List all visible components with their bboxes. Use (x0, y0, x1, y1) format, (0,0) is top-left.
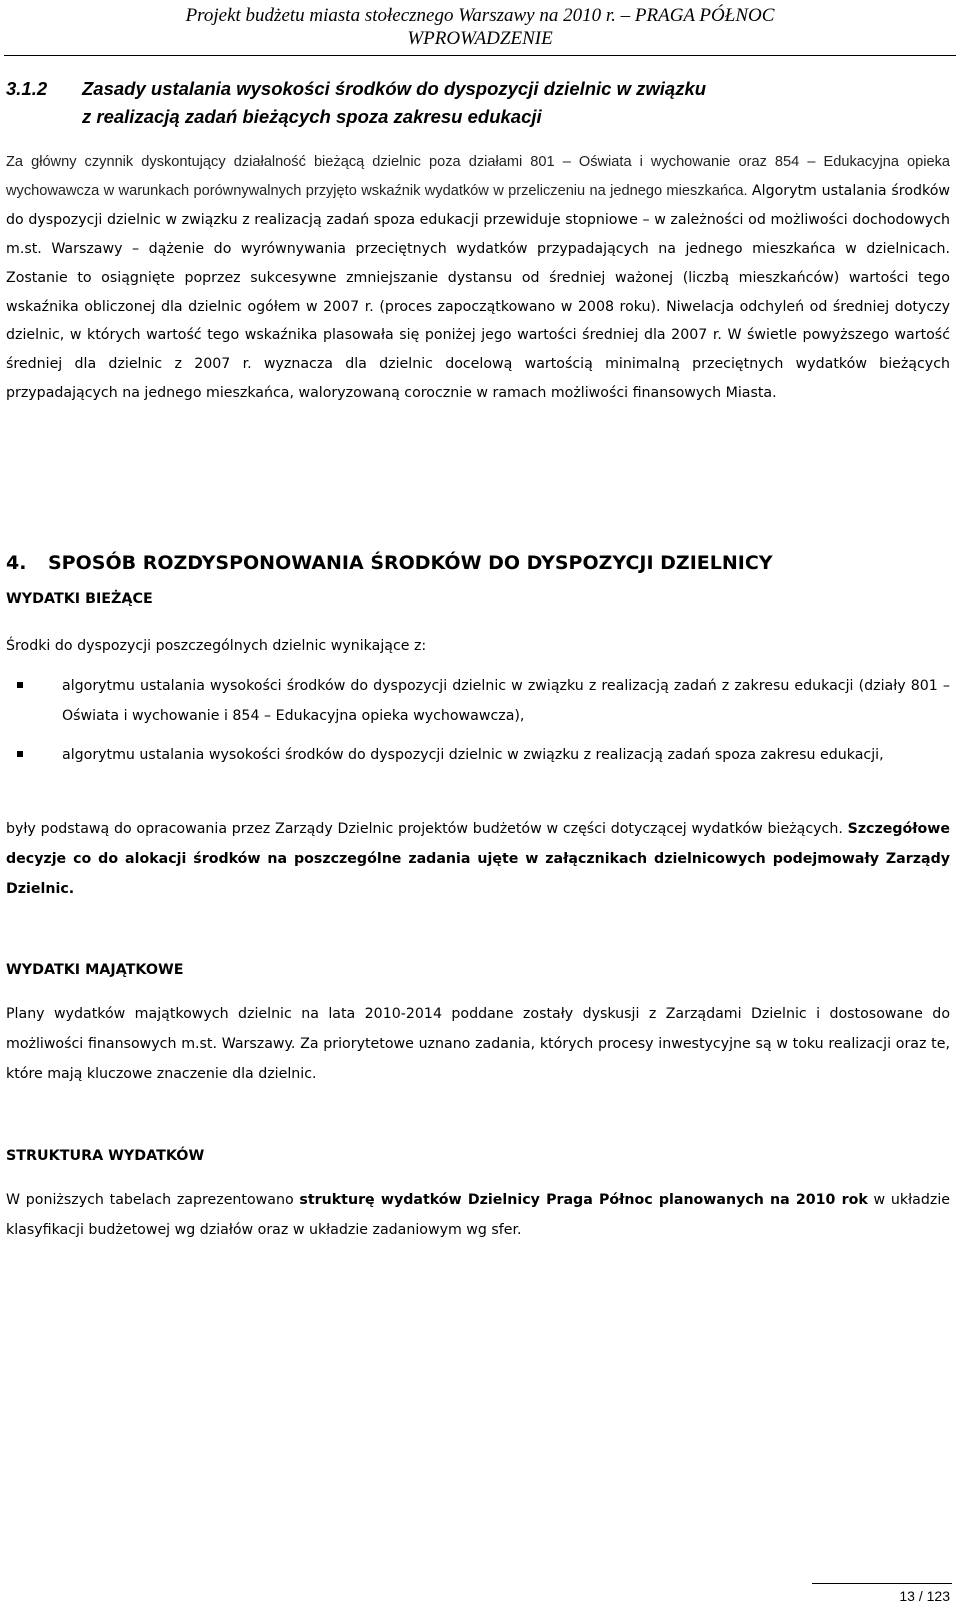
square-bullet-icon (17, 682, 23, 688)
list-item (6, 741, 950, 771)
subheading-wydatki-majatkowe: WYDATKI MAJĄTKOWE (6, 962, 184, 978)
header-divider (4, 55, 956, 56)
footer-divider (812, 1583, 952, 1584)
section-title-line-2: z realizacją zadań bieżących spoza zakresu edukacji (82, 106, 542, 127)
list-item-text: algorytmu ustalania wysokości środków do dyspozycji dzielnic w związku z realizacją zadań z zakresu edukacji (działy 801 – Oświata i wychowanie i 854 – Edukacyjna opieka wychowawcza), (62, 678, 950, 724)
subheading-struktura: STRUKTURA WYDATKÓW (6, 1148, 205, 1164)
chapter-number: 4. (6, 552, 27, 574)
struktura-text-3: w układzie klasyfikacji budżetowej wg działów oraz w układzie zadaniowym wg sfer. (6, 1192, 950, 1238)
paragraph-algorithm: Algorytm ustalania środków do dyspozycji dzielnic w związku z realizacją zadań spoza edukacji przewiduje stopniowe – w zależności od możliwości dochodowych m.st. Warszawy – dążenie do wyrównywania przeciętnych wydatków przypadających na jednego mieszkańca w dzielnicach. Zostanie to osiągnięte poprzez sukcesywne zmniejszanie dystansu od średniej ważonej (liczbą mieszkańców) wartości tego wskaźnika obliczonej dla dzielnic ogółem w 2007 r. (proces zapoczątkowano w 2008 roku). Niwelacja odchyleń od średniej dotyczy dzielnic, w których wartość tego wskaźnika plasowała się poniżej jego wartości średniej dla 2007 r. W świetle powyższego wartość średniej dla dzielnic z 2007 r. wyznacza dla dzielnic docelową wartością minimalną przeciętnych wydatków bieżących przypadających na jednego mieszkańca, waloryzowaną corocznie w ramach możliwości finansowych Miasta. (6, 182, 951, 402)
paragraph-majatkowe: Plany wydatków majątkowych dzielnic na lata 2010-2014 poddane zostały dyskusji z Zarządami Dzielnic i dostosowane do możliwości finansowych m.st. Warszawy. Za priorytetowe uznano zadania, których procesy inwestycyjne są w toku realizacji oraz te, które mają kluczowe znaczenie dla dzielnic. (6, 1006, 950, 1082)
paragraph-struktura (6, 1186, 950, 1246)
section-number: 3.1.2 (6, 78, 48, 99)
chapter-title: SPOSÓB ROZDYSPONOWANIA ŚRODKÓW DO DYSPOZYCJI DZIELNICY (48, 552, 773, 574)
header-line-1: Projekt budżetu miasta stołecznego Warszawy na 2010 r. – PRAGA PÓŁNOC (185, 5, 775, 26)
struktura-bold-text: strukturę wydatków Dzielnicy Praga Północ planowanych na 2010 rok (299, 1192, 868, 1208)
paragraph-outro (6, 815, 950, 904)
list-item (6, 672, 950, 731)
subheading-wydatki-biezace: WYDATKI BIEŻĄCE (6, 591, 153, 607)
outro-text: były podstawą do opracowania przez Zarządy Dzielnic projektów budżetów w części dotyczącej wydatków bieżących. (6, 821, 848, 837)
section-3-1-2-body (6, 148, 950, 408)
list-item-text: algorytmu ustalania wysokości środków do dyspozycji dzielnic w związku z realizacją zadań spoza zakresu edukacji, (62, 747, 884, 763)
header-line-2: WPROWADZENIE (407, 28, 553, 49)
paragraph-intro: Środki do dyspozycji poszczególnych dzielnic wynikające z: (6, 638, 427, 654)
running-header (0, 4, 960, 50)
page-number: 13 / 123 (899, 1588, 950, 1604)
outro-bold-text: Szczegółowe decyzje co do alokacji środków na poszczególne zadania ujęte w załącznikach dzielnicowych podejmowały Zarządy Dzielnic. (6, 821, 950, 897)
section-3-1-2-heading (6, 75, 946, 131)
square-bullet-icon (17, 751, 23, 757)
bullet-list (6, 672, 950, 771)
struktura-text-1: W poniższych tabelach zaprezentowano (6, 1192, 300, 1208)
section-title-line-1: Zasady ustalania wysokości środków do dyspozycji dzielnic w związku (82, 78, 707, 99)
paragraph-arial: Za główny czynnik dyskontujący działalność bieżącą dzielnic poza działami 801 – Oświata i wychowanie oraz 854 – Edukacyjna opieka wychowawcza w warunkach porównywalnych przyjęto wskaźnik wydatków w przeliczeniu na jednego mieszkańca. (6, 154, 950, 199)
chapter-4-heading (6, 552, 946, 574)
